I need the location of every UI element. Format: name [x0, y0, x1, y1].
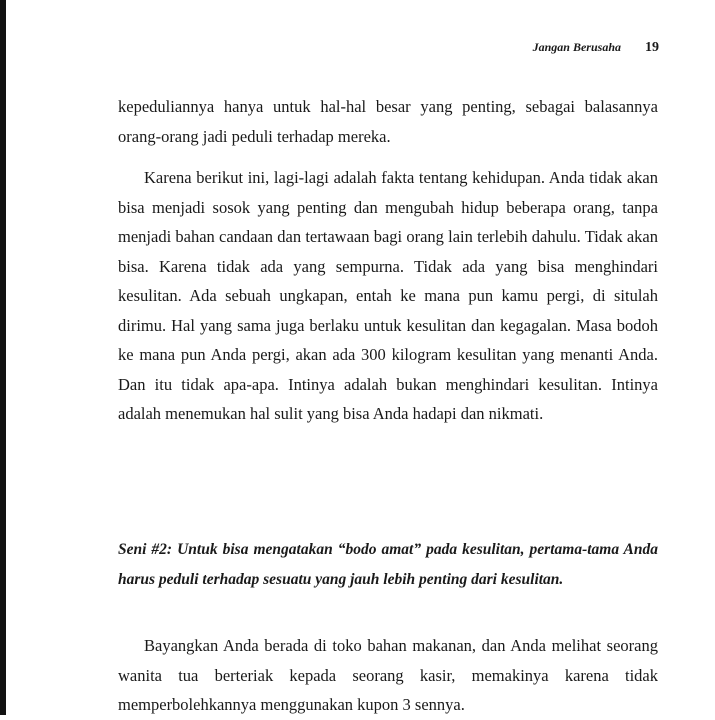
page-left-edge [0, 0, 6, 715]
paragraph-3: Bayangkan Anda berada di toko bahan makanan, dan Anda melihat seorang wanita tua berteriak kepada seorang kasir, memakinya karena tidak memperbolehkannya menggunakan kupon 3 sennya. [118, 636, 658, 714]
paragraph-1-block [118, 92, 658, 151]
page-number: 19 [645, 40, 659, 55]
paragraph-3-block [118, 631, 658, 720]
paragraph-2: Karena berikut ini, lagi-lagi adalah fakta tentang kehidupan. Anda tidak akan bisa menjadi sosok yang penting dan mengubah hidup beberapa orang, tanpa menjadi bahan candaan dan tertawaan bagi orang lain terlebih dahulu. Tidak akan bisa. Karena tidak ada yang sempurna. Tidak ada yang bisa menghindari kesulitan. Ada sebuah ungkapan, entah ke mana pun kamu pergi, di situlah dirimu. Hal yang sama juga berlaku untuk kesulitan dan kegagalan. Masa bodoh ke mana pun Anda pergi, akan ada 300 kilogram kesulitan yang menanti Anda. Dan itu tidak apa-apa. Intinya adalah bukan menghindari kesulitan. Intinya adalah menemukan hal sulit yang bisa Anda hadapi dan nikmati. [118, 168, 658, 423]
art-heading: Seni #2: Untuk bisa mengatakan “bodo amat” pada kesulitan, pertama-tama Anda harus peduli terhadap sesuatu yang jauh lebih penting dari kesulitan. [118, 541, 658, 588]
art-heading-block [118, 535, 658, 595]
paragraph-2-block [118, 163, 658, 429]
page-header [533, 40, 659, 56]
paragraph-1: kepeduliannya hanya untuk hal-hal besar yang penting, sebagai balasannya orang-orang jadi peduli terhadap mereka. [118, 97, 658, 146]
running-title: Jangan Berusaha [532, 40, 621, 54]
